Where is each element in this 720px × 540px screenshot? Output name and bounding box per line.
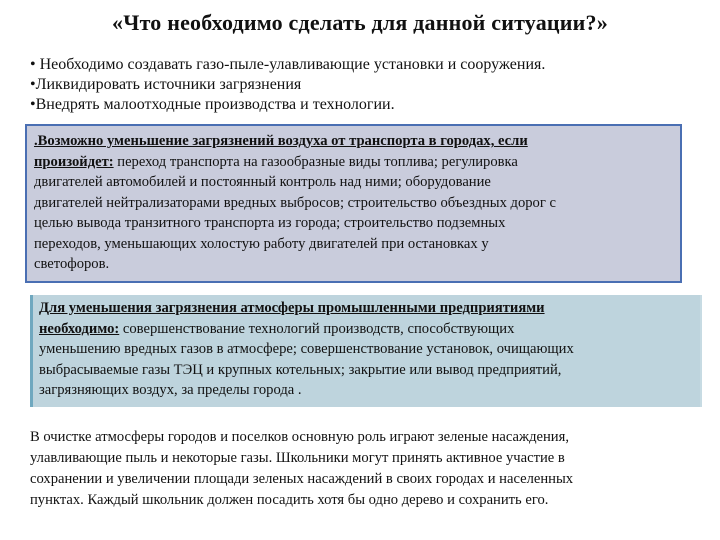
transport-text-line: светофоров. [34,256,110,272]
bullet-item: •Ликвидировать источники загрязнения [30,76,302,93]
transport-text-line: переходов, уменьшающих холостую работу двигателей при остановках у [34,235,489,252]
transport-lead-end: произойдет: [34,153,114,170]
paragraph-line: В очистке атмосферы городов и поселков основную роль играют зеленые насаждения, [30,429,569,445]
bullet-list [30,55,710,115]
bullet-item: • Необходимо создавать газо-пыле-улавливающие установки и сооружения. [30,56,546,73]
industry-text: совершенствование технологий производств, способствующих [119,320,515,337]
industry-text-line: выбрасываемые газы ТЭЦ и крупных котельных; закрытие или вывод предприятий, [39,361,562,378]
slide-title: «Что необходимо сделать для данной ситуации?» [112,10,608,35]
transport-box [25,124,682,283]
paragraph-line: сохранении и увеличении площади зеленых насаждений в своих городах и населенных [30,471,574,487]
industry-text-line: уменьшению вредных газов в атмосфере; совершенствование установок, очищающих [39,341,574,357]
industry-text-line: загрязняющих воздух, за пределы города . [39,382,302,398]
industry-lead-end: необходимо: [39,320,120,337]
industry-lead: Для уменьшения загрязнения атмосферы промышленными предприятиями [39,300,545,316]
transport-lead: .Возможно уменьшение загрязнений воздуха от транспорта в городах, если [34,133,528,149]
transport-text: переход транспорта на газообразные виды топлива; регулировка [113,153,518,170]
paragraph-line: улавливающие пыль и некоторые газы. Школьники могут принять активное участие в [30,450,565,466]
green-plantings-paragraph [30,427,710,511]
transport-text-line: двигателей нейтрализаторами вредных выбросов; строительство объездных дорог с [34,194,556,211]
paragraph-line: пунктах. Каждый школьник должен посадить хотя бы одно дерево и сохранить его. [30,492,549,508]
transport-text-line: двигателей автомобилей и постоянный контроль над ними; оборудование [34,174,491,190]
bullet-item: •Внедрять малоотходные производства и технологии. [30,96,395,113]
industry-box [30,295,702,407]
transport-text-line: целью вывода транзитного транспорта из города; строительство подземных [34,215,506,231]
